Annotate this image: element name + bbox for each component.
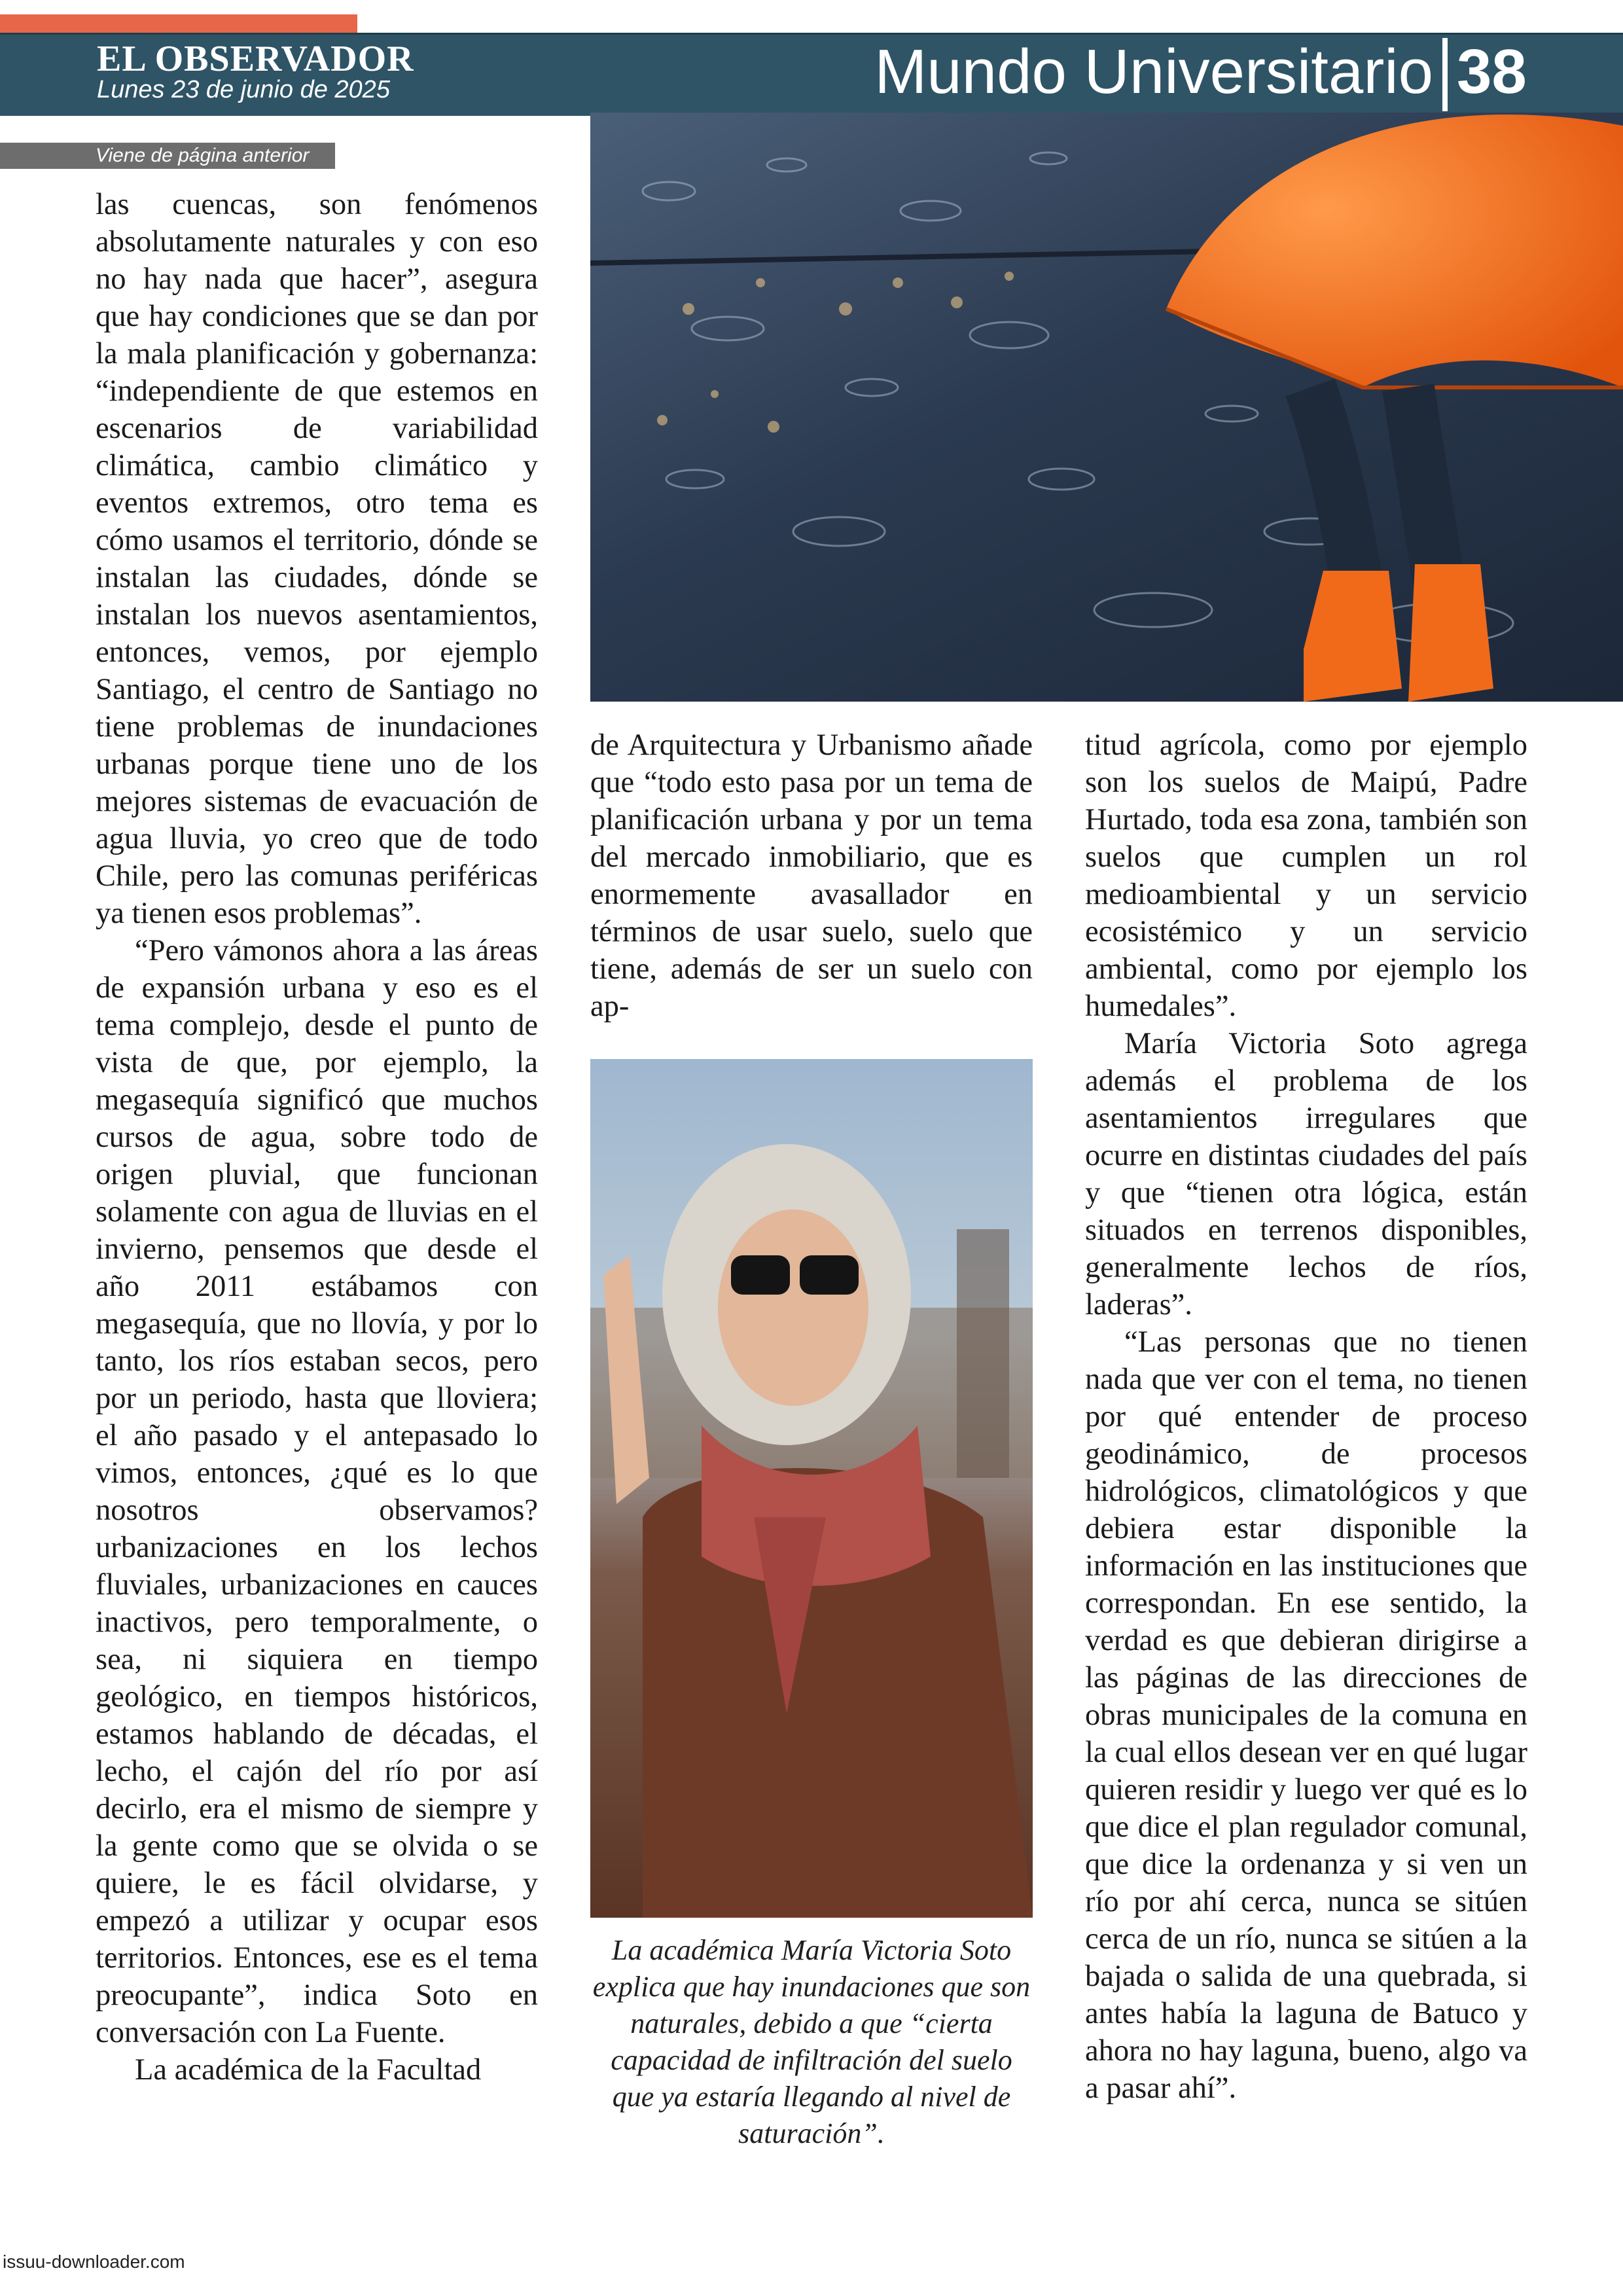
article-column-3: [1085, 726, 1527, 2107]
paragraph: “Pero vámonos ahora a las áreas de expansión urbana y eso es el tema complejo, desde el punto de vista de que, por ejemplo, la megasequía significó que muchos cursos de agua, sobre todo de origen pluvial, que funcionan solamente con agua de lluvias en el invierno, pensemos que desde el año 2011 estábamos con megasequía, que no llovía, y por lo tanto, los ríos estaban secos, pero por un periodo, hasta que lloviera; el año pasado y el antepasado lo vimos, entonces, ¿qué es lo que nosotros observamos? urbanizaciones en los lechos fluviales, urbanizaciones en cauces inactivos, pero temporalmente, o sea, ni siquiera en tiempo geológico, en tiempos históricos, estamos hablando de décadas, el lecho, el cajón del río por así decirlo, era el mismo de siempre y la gente como que se olvida o se quiere, le es fácil olvidarse, y empezó a utilizar y ocupar esos territorios. Entonces, ese es el tema preocupante”, indica Soto en conversación con La Fuente.: [96, 934, 538, 2049]
section-title: Mundo Universitario: [874, 37, 1433, 107]
paragraph: titud agrícola, como por ejemplo son los suelos de Maipú, Padre Hurtado, toda esa zona, también son suelos que cumplen un rol medioambiental y un servicio ecosistémico y un servicio ambiental, como por ejemplo los humedales”.: [1085, 728, 1527, 1023]
paragraph: La académica de la Facultad: [135, 2053, 482, 2087]
photo-caption: La académica María Victoria Soto explica que hay inundaciones que son naturales, debido a que “cierta capacidad de infiltración del suelo que ya estaría llegando al nivel de saturación”.: [592, 1934, 1031, 2149]
page-number-divider: [1442, 38, 1448, 111]
masthead: EL OBSERVADOR: [97, 39, 414, 79]
continued-label: Viene de página anterior: [0, 143, 335, 169]
rain-umbrella-photo: [590, 113, 1623, 702]
rain-umbrella-illustration: [590, 113, 1623, 702]
portrait-illustration: [590, 1059, 1033, 1918]
article-column-1: [96, 186, 538, 2089]
issue-date: Lunes 23 de junio de 2025: [97, 76, 390, 103]
paragraph: “Las personas que no tienen nada que ver con el tema, no tienen por qué entender de proceso geodinámico, de procesos hidrológicos, climatológicos y que debiera estar disponible la información en las instituciones que correspondan. En ese sentido, la verdad es que debieran dirigirse a las páginas de las direcciones de obras municipales de la comuna en la cual ellos desean ver en qué lugar quieren residir y luego ver qué es lo que dice el plan regulador comunal, que dice la ordenanza y si ven un río por ahí cerca, nunca se sitúen cerca de un río, nunca se sitúen a la bajada o salida de una quebrada, si antes había la laguna de Batuco y ahora no hay laguna, bueno, algo va a pasar ahí”.: [1085, 1325, 1527, 2105]
paragraph: María Victoria Soto agrega además el problema de los asentamientos irregulares que ocurre en distintas ciudades del país y que “tienen otra lógica, están situados en terrenos disponibles, generalmente lechos de ríos, laderas”.: [1085, 1027, 1527, 1321]
paragraph: de Arquitectura y Urbanismo añade que “todo esto pasa por un tema de planificación urbana y por un tema del mercado inmobiliario, que es enormemente avasallador en términos de usar suelo, suelo que tiene, además de ser un suelo con ap-: [590, 728, 1033, 1023]
watermark: issuu-downloader.com: [3, 2251, 185, 2272]
page-number: 38: [1457, 37, 1527, 107]
portrait-photo: [590, 1059, 1033, 1918]
header-accent-tab: [0, 14, 357, 33]
article-column-2: [590, 726, 1033, 1025]
paragraph: las cuencas, son fenómenos absolutamente naturales y con eso no hay nada que hacer”, asegura que hay condiciones que se dan por la mala planificación y gobernanza: “independiente de que estemos en escenarios de variabilidad climática, cambio climático y eventos extremos, otro tema es cómo usamos el territorio, dónde se instalan las ciudades, dónde se instalan los nuevos asentamientos, entonces, vemos, por ejemplo Santiago, el centro de Santiago no tiene problemas de inundaciones urbanas porque tiene uno de los mejores sistemas de evacuación de agua lluvia, yo creo que de todo Chile, pero las comunas periféricas ya tienen esos problemas”.: [96, 188, 538, 930]
